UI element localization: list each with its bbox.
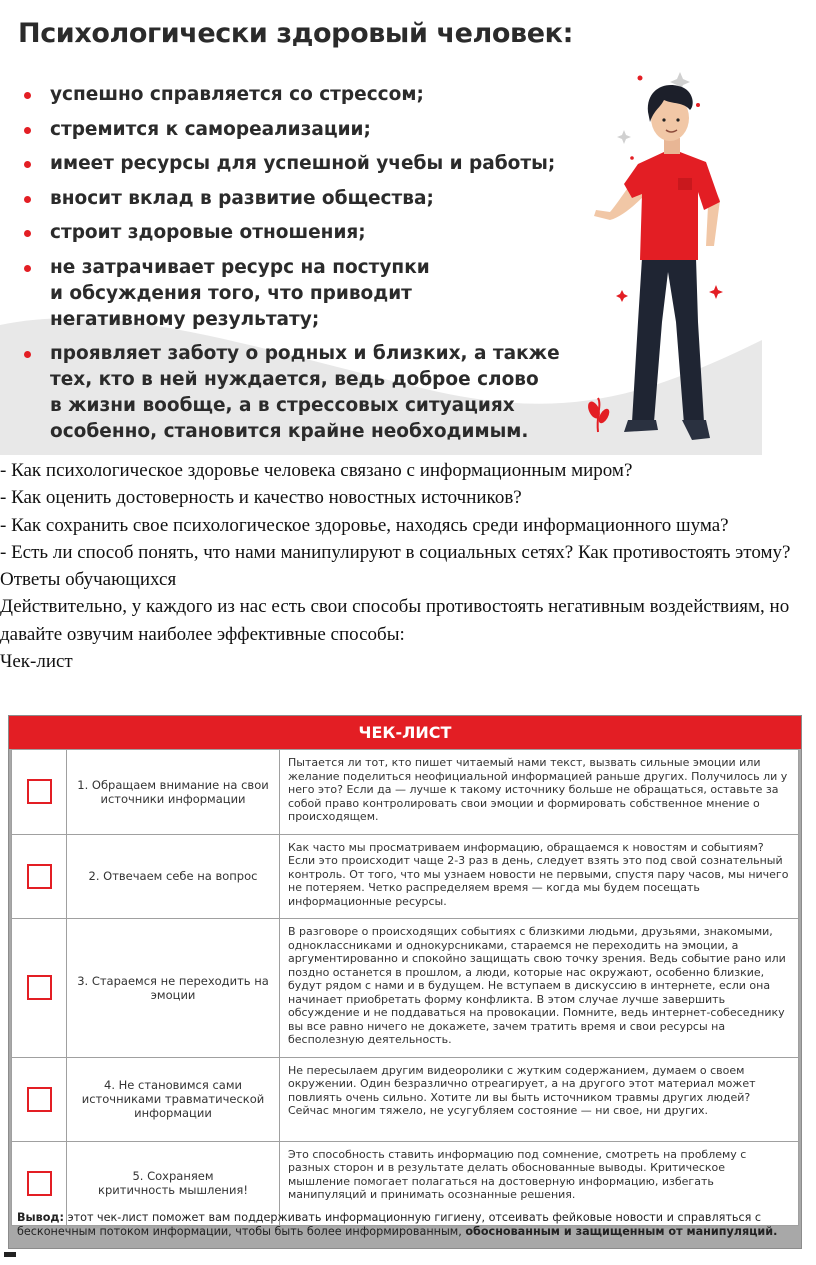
page-mark — [4, 1252, 16, 1257]
item-description: Не пересылаем другим видеоролики с жутким содержанием, думаем о своем окружении. Один безразлично отреагирует, а на другого этот материал может повлиять очень сильно. Хотите ли вы быть источником травмы других людей? Сейчас многим тяжело, не усугубляем состояние — ни свое, ни других. — [280, 1057, 799, 1141]
list-item — [20, 151, 580, 177]
table-row — [12, 1057, 799, 1141]
footer-emphasis: обоснованным и защищенным от манипуляций. — [465, 1225, 778, 1238]
item-name: 1. Обращаем внимание на свои источники информации — [67, 750, 280, 835]
list-item — [20, 341, 580, 445]
answers-label: Ответы обучающихся — [0, 569, 177, 591]
checkbox[interactable] — [27, 1087, 52, 1112]
list-item — [20, 186, 580, 212]
item-description: Это способность ставить информацию под сомнение, смотреть на проблему с разных сторон и в результате делать обоснованные выводы. Критическое мышление помогает полагаться на достоверную информацию, избегать манипуляций и принимать осознанные решения. — [280, 1141, 799, 1225]
checkbox[interactable] — [27, 975, 52, 1000]
item-name: 5. Сохраняем критичность мышления! — [67, 1141, 280, 1225]
item-name: 2. Отвечаем себе на вопрос — [67, 834, 280, 919]
list-item-text: имеет ресурсы для успешной учебы и работы; — [50, 153, 556, 174]
bullet-icon — [24, 265, 31, 272]
footer-text: этот чек-лист поможет вам поддерживать информационную гигиену, отсеивать фейковые новости и справляться с бесконечным потоком информации, чтобы быть более информированным, — [17, 1211, 762, 1238]
bullet-icon — [24, 127, 31, 134]
list-item — [20, 255, 580, 333]
checkbox[interactable] — [27, 864, 52, 889]
bullet-icon — [24, 196, 31, 203]
table-row — [12, 834, 799, 919]
list-item-text: строит здоровые отношения; — [50, 222, 366, 243]
list-item-text: стремится к самореализации; — [50, 118, 371, 140]
item-description: Пытается ли тот, кто пишет читаемый нами текст, вызвать сильные эмоции или желание поделиться неофициальной информацией раньше других. Получилось ли у него это? Если да — лучше к такому источнику больше не обращаться, оставьте за собой право контролировать свои эмоции и формировать собственное мнение о происходящем. — [280, 750, 799, 835]
question-2: - Как оценить достоверность и качество новостных источников? — [0, 487, 522, 509]
list-item — [20, 220, 580, 246]
plant-icon — [586, 398, 612, 432]
question-4: - Есть ли способ понять, что нами манипулируют в социальных сетях? Как противостоять этому? — [0, 541, 791, 563]
item-description: В разговоре о происходящих событиях с близкими людьми, друзьями, знакомыми, одноклассниками и однокурсниками, стараемся не переходить на эмоции, а аргументированно и спокойно защищать свою точку зрения. Ведь событие рано или поздно останется в прошлом, а люди, которые нас окружают, особенно близкие, будут рядом с нами и в будущем. Не вступаем в дискуссию в интернете, если она начинает приобретать форму конфликта. В этом случае лучше завершить обсуждение и не поддаваться на провокации. Помните, ведь интернет-собеседнику вы все равно ничего не докажете, зачем тратить время и свои ресурсы на бесполезную деятельность. — [280, 919, 799, 1058]
list-item — [20, 117, 580, 143]
intro-paragraph: Действительно, у каждого из нас есть свои способы противостоять негативным воздействиям, но давайте озвучим наиболее эффективные способы: — [0, 596, 790, 645]
infographic — [0, 0, 762, 455]
bullet-icon — [24, 230, 31, 237]
checkbox[interactable] — [27, 1171, 52, 1196]
table-row — [12, 919, 799, 1058]
checklist — [8, 715, 802, 1249]
checklist-header: ЧЕК-ЛИСТ — [9, 716, 801, 749]
table-row — [12, 750, 799, 835]
man-in-red-shirt-illustration — [580, 60, 760, 450]
checklist-table — [11, 749, 799, 1226]
item-description: Как часто мы просматриваем информацию, обращаемся к новостям и событиям? Если это происходит чаще 2-3 раз в день, следует взять это под свой сознательный контроль. От того, что мы узнаем новости не первыми, спустя пару часов, мы ничего не потеряем. Четко распределяем время — когда мы будем посещать информационные ресурсы. — [280, 834, 799, 919]
list-item — [20, 82, 580, 108]
item-name: 4. Не становимся сами источниками травматической информации — [67, 1057, 280, 1141]
bullet-icon — [24, 351, 31, 358]
body-text — [0, 457, 816, 675]
bullet-icon — [24, 161, 31, 168]
list-item-text: не затрачивает ресурс на поступки и обсуждения того, что приводит негативному результату; — [50, 256, 430, 330]
question-3: - Как сохранить свое психологическое здоровье, находясь среди информационного шума? — [0, 514, 729, 536]
list-item-text: проявляет заботу о родных и близких, а также тех, кто в ней нуждается, ведь доброе слово в жизни вообще, а в стрессовых ситуациях особенно, становится крайне необходимым. — [50, 343, 560, 442]
question-1: - Как психологическое здоровье человека связано с информационным миром? — [0, 460, 633, 481]
checkbox[interactable] — [27, 779, 52, 804]
footer-label: Вывод: — [17, 1211, 64, 1224]
list-item-text: успешно справляется со стрессом; — [50, 84, 424, 105]
bullet-icon — [24, 92, 31, 99]
checklist-footer — [17, 1211, 793, 1239]
list-item-text: вносит вклад в развитие общества; — [50, 187, 434, 209]
infographic-list — [20, 82, 580, 454]
infographic-title: Психологически здоровый человек: — [18, 18, 573, 49]
checklist-label: Чек-лист — [0, 651, 73, 673]
item-name: 3. Стараемся не переходить на эмоции — [67, 919, 280, 1058]
